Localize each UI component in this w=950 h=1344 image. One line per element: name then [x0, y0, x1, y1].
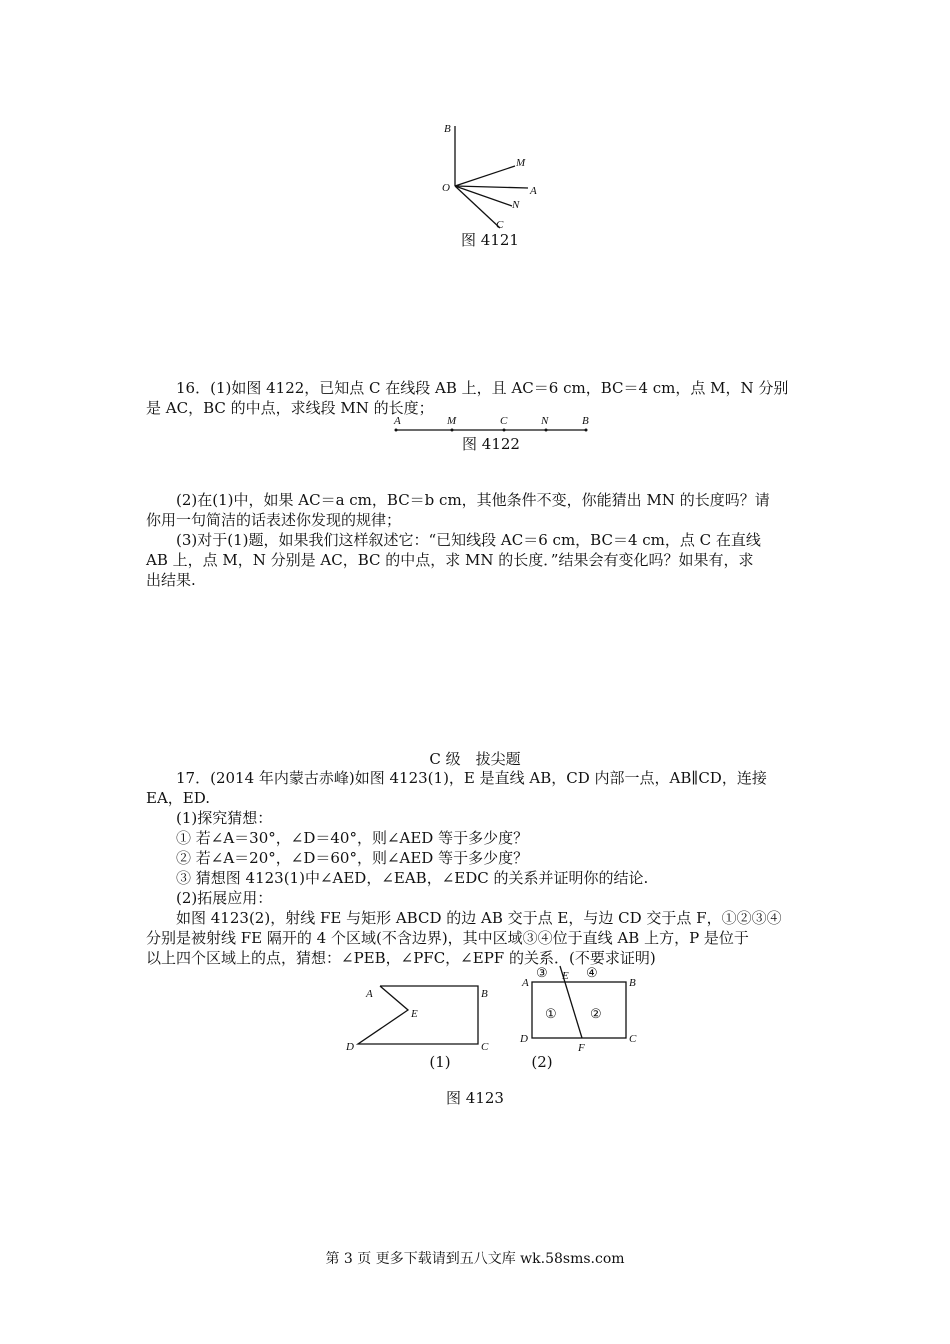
figure-1-outline: [358, 986, 478, 1044]
point-B: [585, 429, 588, 432]
label-C: C: [629, 1033, 637, 1045]
ray-OM: [455, 166, 515, 186]
figure-4122-caption: 图 4122: [462, 435, 520, 453]
ray-ON: [455, 186, 512, 206]
label-O: O: [442, 182, 450, 194]
q17-sub2-line1: 如图 4123(2)，射线 FE 与矩形 ABCD 的边 AB 交于点 E，与边 CD 交于点 F，①②③④: [176, 909, 782, 927]
q16-part3-line3: 出结果.: [146, 571, 196, 589]
label-M: M: [516, 157, 526, 169]
label-A: A: [530, 185, 537, 197]
label-A: A: [366, 988, 373, 1000]
q16-part2-line1: (2)在(1)中，如果 AC＝a cm，BC＝b cm，其他条件不变，你能猜出 MN 的长度吗？请: [176, 491, 770, 509]
label-E: E: [562, 970, 569, 982]
label-B: B: [582, 415, 589, 427]
region-4: ④: [586, 965, 598, 980]
q17-sub1-c: ③ 猜想图 4123(1)中∠AED，∠EAB，∠EDC 的关系并证明你的结论.: [176, 869, 649, 887]
figure-4123-2: [512, 962, 648, 1056]
q17-sub1-b: ② 若∠A＝20°，∠D＝60°，则∠AED 等于多少度？: [176, 849, 529, 867]
figure-4123-1-label: (1): [429, 1053, 451, 1071]
page-footer: 第 3 页 更多下载请到五八文库 wk.58sms.com: [325, 1251, 625, 1267]
ray-OA: [455, 186, 528, 188]
q17-sub2-title: (2)拓展应用：: [176, 889, 273, 907]
label-C: C: [496, 219, 504, 231]
label-F: F: [578, 1042, 585, 1054]
label-D: D: [346, 1041, 354, 1053]
q16-part1-line1: 16．(1)如图 4122，已知点 C 在线段 AB 上，且 AC＝6 cm，BC＝4 cm，点 M，N 分别: [176, 379, 789, 397]
region-2: ②: [590, 1006, 602, 1021]
q17-line2: EA，ED.: [146, 789, 210, 807]
q16-part3-line2: AB 上，点 M，N 分别是 AC，BC 的中点，求 MN 的长度．”结果会有变化吗？如果有，求: [146, 551, 754, 569]
figure-4121-caption: 图 4121: [461, 231, 519, 249]
q16-part1-line2: 是 AC，BC 的中点，求线段 MN 的长度；: [146, 399, 434, 417]
label-M: M: [447, 415, 457, 427]
label-B: B: [444, 123, 451, 135]
region-1: ①: [545, 1006, 557, 1021]
ray-OC: [455, 186, 500, 228]
label-A: A: [394, 415, 401, 427]
label-C: C: [500, 415, 508, 427]
point-M: [451, 429, 454, 432]
q17-sub2-line2: 分别是被射线 FE 隔开的 4 个区域(不含边界)，其中区域③④位于直线 AB 上方，P 是位于: [146, 929, 749, 947]
q17-sub1-a: ① 若∠A＝30°，∠D＝40°，则∠AED 等于多少度？: [176, 829, 529, 847]
label-D: D: [520, 1033, 528, 1045]
q16-part3-line1: (3)对于(1)题，如果我们这样叙述它：“已知线段 AC＝6 cm，BC＝4 cm，点 C 在直线: [176, 531, 761, 549]
figure-4123-1: [340, 980, 500, 1056]
q17-sub2-line3: 以上四个区域上的点，猜想：∠PEB，∠PFC，∠EPF 的关系．(不要求证明): [146, 949, 656, 967]
q17-sub1-title: (1)探究猜想：: [176, 809, 273, 827]
label-B: B: [629, 977, 636, 989]
label-N: N: [541, 415, 549, 427]
q16-part2-line2: 你用一句简洁的话表述你发现的规律；: [146, 511, 402, 529]
region-3: ③: [536, 965, 548, 980]
q17-line1: 17．(2014 年内蒙古赤峰)如图 4123(1)，E 是直线 AB，CD 内部一点，AB∥CD，连接: [176, 769, 767, 787]
label-B: B: [481, 988, 488, 1000]
label-E: E: [411, 1008, 418, 1020]
label-N: N: [512, 199, 520, 211]
section-heading: C 级 拔尖题: [429, 750, 521, 768]
figure-4123-caption: 图 4123: [446, 1089, 504, 1107]
point-C: [503, 429, 506, 432]
figure-4122: [386, 413, 596, 435]
label-C: C: [481, 1041, 489, 1053]
figure-4123-2-label: (2): [531, 1053, 553, 1071]
figure-4121: [430, 118, 550, 234]
label-A: A: [522, 977, 529, 989]
point-N: [545, 429, 548, 432]
point-A: [395, 429, 398, 432]
